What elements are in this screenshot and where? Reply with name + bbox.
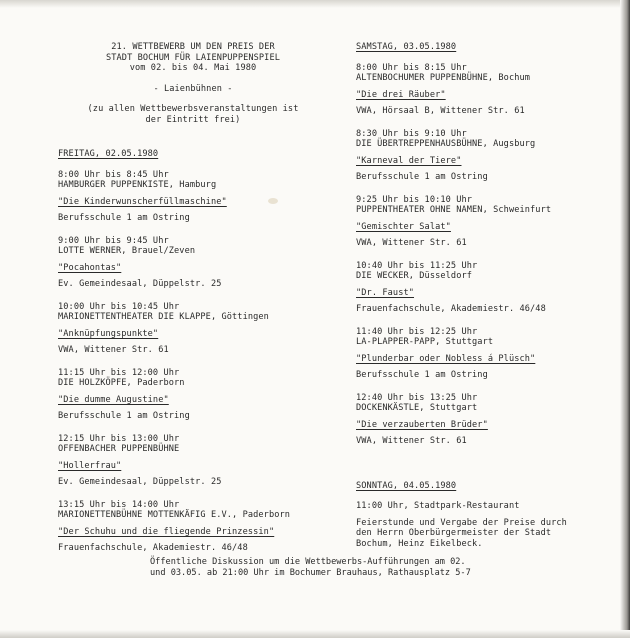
event-title: "Gemischter Salat"	[356, 221, 451, 232]
event-venue: Ev. Gemeindesaal, Düppelstr. 25	[58, 279, 222, 289]
event-entry	[58, 500, 328, 554]
event-time: 13:15 Uhr bis 14:00 Uhr	[58, 499, 180, 510]
day-heading-saturday: SAMSTAG, 03.05.1980	[356, 42, 457, 52]
event-time: 12:40 Uhr bis 13:25 Uhr	[356, 392, 478, 403]
event-time: 11:15 Uhr bis 12:00 Uhr	[58, 367, 180, 378]
ceremony-desc-line: Feierstunde und Vergabe der Preise durch	[356, 517, 567, 528]
ceremony-desc-line: den Herrn Oberbürgermeister der Stadt	[356, 528, 552, 538]
event-entry	[356, 393, 616, 447]
event-time: 12:15 Uhr bis 13:00 Uhr	[58, 433, 180, 444]
event-group: MARIONETTENBÜHNE MOTTENKÄFIG E.V., Paderborn	[58, 510, 291, 520]
event-time: 8:00 Uhr bis 8:15 Uhr	[356, 62, 467, 73]
event-group: HAMBURGER PUPPENKISTE, Hamburg	[58, 180, 217, 190]
event-venue: Ev. Gemeindesaal, Düppelstr. 25	[58, 477, 222, 487]
event-title: "Dr. Faust"	[356, 287, 415, 298]
event-venue: VWA, Hörsaal B, Wittener Str. 61	[356, 106, 525, 116]
event-entry	[58, 170, 328, 224]
event-entry	[356, 327, 616, 381]
event-group: LA-PLAPPER-PAPP, Stuttgart	[356, 337, 494, 347]
event-venue: Berufsschule 1 am Ostring	[58, 411, 190, 421]
event-group: OFFENBACHER PUPPENBÜHNE	[58, 444, 180, 454]
event-group: DOCKENKÄSTLE, Stuttgart	[356, 403, 478, 413]
event-title: "Der Schuhu und die fliegende Prinzessin"	[58, 526, 275, 537]
event-title: "Hollerfrau"	[58, 460, 122, 471]
event-group: LOTTE WERNER, Brauel/Zeven	[58, 246, 196, 256]
discussion-note	[150, 557, 550, 578]
right-column	[356, 42, 616, 549]
event-title: "Anknüpfungspunkte"	[58, 328, 159, 339]
event-venue: VWA, Wittener Str. 61	[356, 238, 467, 248]
event-title: "Plunderbar oder Nobless á Plüsch"	[356, 353, 536, 364]
ceremony-time-place: 11:00 Uhr, Stadtpark-Restaurant	[356, 501, 520, 511]
event-venue: Berufsschule 1 am Ostring	[356, 370, 488, 380]
day-heading-sunday: SONNTAG, 04.05.1980	[356, 480, 457, 491]
event-venue: VWA, Wittener Str. 61	[356, 436, 467, 446]
event-venue: Berufsschule 1 am Ostring	[58, 213, 190, 223]
event-group: DIE ÜBERTREPPENHAUSBÜHNE, Augsburg	[356, 139, 536, 149]
event-group: ALTENBOCHUMER PUPPENBÜHNE, Bochum	[356, 73, 531, 83]
page-right-edge-shadow	[620, 0, 630, 638]
event-time: 8:00 Uhr bis 8:45 Uhr	[58, 169, 169, 180]
event-entry	[58, 236, 328, 290]
program-header	[58, 42, 328, 125]
event-entry	[356, 129, 616, 183]
header-line: 21. WETTBEWERB UM DEN PREIS DER	[111, 42, 275, 52]
event-group: DIE HOLZKÖPFE, Paderborn	[58, 378, 185, 388]
event-time: 10:00 Uhr bis 10:45 Uhr	[58, 301, 180, 312]
event-venue: Berufsschule 1 am Ostring	[356, 172, 488, 182]
event-venue: Frauenfachschule, Akademiestr. 46/48	[58, 543, 248, 553]
page-top-edge	[0, 0, 630, 8]
event-title: "Die drei Räuber"	[356, 89, 446, 100]
event-time: 8:30 Uhr bis 9:10 Uhr	[356, 128, 467, 139]
page-bottom-edge	[0, 630, 630, 638]
event-time: 10:40 Uhr bis 11:25 Uhr	[356, 260, 478, 271]
event-title: "Die dumme Augustine"	[58, 394, 169, 405]
event-entry	[356, 63, 616, 117]
event-title: "Die verzauberten Brüder"	[356, 419, 488, 430]
event-time: 9:25 Uhr bis 10:10 Uhr	[356, 194, 473, 205]
event-venue: VWA, Wittener Str. 61	[58, 345, 169, 355]
header-line: STADT BOCHUM FÜR LAIENPUPPENSPIEL	[105, 52, 281, 63]
event-group: DIE WECKER, Düsseldorf	[356, 271, 473, 281]
event-group: PUPPENTHEATER OHNE NAMEN, Schweinfurt	[356, 205, 552, 215]
event-entry	[356, 195, 616, 249]
event-title: "Pocahontas"	[58, 262, 122, 273]
day-heading-friday: FREITAG, 02.05.1980	[58, 149, 159, 159]
discussion-note-line: Öffentliche Diskussion um die Wettbewerbs-Aufführungen am 02.	[150, 557, 466, 567]
event-venue: Frauenfachschule, Akademiestr. 46/48	[356, 304, 546, 314]
ceremony-entry	[356, 501, 616, 549]
header-note-line: der Eintritt frei)	[145, 114, 241, 125]
event-time: 9:00 Uhr bis 9:45 Uhr	[58, 235, 169, 246]
event-group: MARIONETTENTHEATER DIE KLAPPE, Göttingen	[58, 312, 269, 322]
ceremony-desc-line: Bochum, Heinz Eikelbeck.	[356, 538, 483, 549]
event-entry	[58, 434, 328, 488]
header-note-line: (zu allen Wettbewerbsveranstaltungen ist	[87, 104, 299, 114]
header-line: vom 02. bis 04. Mai 1980	[129, 63, 257, 73]
header-subtitle: - Laienbühnen -	[153, 83, 233, 94]
left-column	[58, 42, 328, 554]
event-title: "Karneval der Tiere"	[356, 155, 462, 166]
event-entry	[58, 368, 328, 422]
event-entry	[58, 302, 328, 356]
event-time: 11:40 Uhr bis 12:25 Uhr	[356, 326, 478, 337]
discussion-note-line: und 03.05. ab 21:00 Uhr im Bochumer Brauhaus, Rathausplatz 5-7	[150, 567, 471, 578]
event-entry	[356, 261, 616, 315]
event-title: "Die Kinderwunscherfüllmaschine"	[58, 196, 227, 207]
